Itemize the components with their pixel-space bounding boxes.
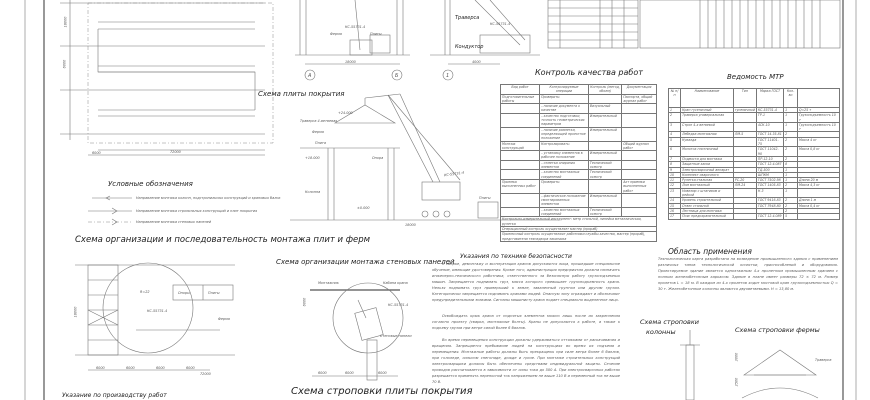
table-row	[501, 170, 657, 180]
table-row	[669, 214, 840, 219]
table-cell: 8	[784, 162, 798, 167]
quality-footer: Операционный контроль осуществляет мастер (прораб)	[501, 226, 657, 231]
quality-footer: Приемочный контроль осуществляют работники службы качества, мастер (прораб), представители технадзора заказчика	[501, 232, 657, 242]
panel-label: Стеновые панели	[380, 334, 412, 338]
works-plan-drawing	[75, 263, 235, 370]
table-cell	[501, 104, 540, 114]
table-cell: ШПКМ	[756, 172, 783, 177]
table-cell: 17	[669, 214, 681, 219]
panels-title: Схема организации монтажа стеновых панелей	[276, 258, 455, 266]
mtr-table	[668, 88, 840, 220]
table-cell	[588, 141, 621, 151]
quality-table	[500, 84, 657, 242]
table-cell: гусеничный	[734, 108, 755, 112]
table-cell	[733, 137, 756, 147]
table-cell: 1	[784, 122, 798, 132]
table-cell: – отметки опирания элементов	[540, 160, 589, 170]
quality-header: Документация	[622, 85, 657, 95]
table-cell: 1	[784, 178, 798, 183]
table-cell: Лом монтажный	[681, 183, 734, 188]
quality-header: Контролируемые операции	[540, 85, 589, 95]
table-cell: Визуальный	[588, 104, 621, 114]
table-cell: 4	[669, 132, 681, 137]
table-cell: Электросварочный аппарат	[681, 167, 734, 172]
table-cell: 2	[784, 208, 798, 213]
table-cell: Траверса универсальная	[681, 113, 734, 123]
table-cell: Кувалда	[681, 137, 734, 147]
table-cell: ПР-12-10	[756, 156, 783, 161]
table-cell: 11	[669, 178, 681, 183]
table-cell: Измерительный	[588, 151, 621, 161]
table-cell: Рулетка стальная	[681, 178, 734, 183]
table-cell: Длина 1 м	[797, 198, 839, 203]
table-cell: Измерительный	[588, 113, 621, 127]
table-row	[501, 141, 657, 151]
slab-label-column: Колонна	[305, 190, 321, 194]
works-title: Указание по производству работ	[62, 392, 167, 399]
table-cell: ГОСТ 12.4.087	[757, 162, 782, 167]
works-dim: 6000	[156, 366, 165, 370]
truss-sling-label: Траверса	[815, 358, 832, 362]
slab-label-slab: Плита	[315, 141, 326, 145]
table-cell: Лестница для монтажа	[681, 208, 734, 213]
installation-plan	[60, 0, 273, 155]
table-row	[501, 193, 657, 207]
table-cell: Общий журнал работ	[622, 141, 657, 151]
table-cell: – качество монтажных соединений	[540, 170, 589, 180]
panel-label: Монтажник	[318, 281, 339, 285]
table-cell: Длина 20 м	[797, 178, 839, 183]
works-dim: 6000	[126, 366, 135, 370]
table-cell: 4СК-10	[756, 122, 783, 132]
table-cell	[501, 207, 540, 217]
table-cell: 2	[784, 147, 798, 157]
table-cell: 3	[669, 122, 681, 132]
column-sling-title-2: колонны	[646, 328, 676, 336]
table-cell: Технический осмотр	[588, 207, 621, 217]
works-dim: 18000	[73, 306, 78, 318]
table-cell: Паспорта, общий журнал работ	[622, 94, 657, 104]
table-cell: Грузоподъемность 10 т	[797, 122, 839, 132]
table-cell: 7	[669, 156, 681, 161]
table-cell	[501, 170, 540, 180]
quality-header: Контроль (метод, объем)	[590, 85, 620, 94]
legend-item: Направление монтажа стропильных конструкций и плит покрытия	[136, 209, 258, 213]
table-row	[669, 137, 840, 147]
table-row	[501, 94, 657, 104]
table-cell: ГОСТ 9416-83	[756, 198, 783, 203]
table-cell	[501, 151, 540, 161]
table-cell: ГОСТ 7948-80	[756, 203, 783, 208]
table-cell: Кран гусеничный	[681, 108, 734, 113]
slab-label-slabs: Плиты	[479, 196, 491, 200]
scope-text: Технологическая карта разработана на возведение промышленного здания с применением различных типов технологической оснастки, приспособлений и оборудования. Проектируемое здание является одноэтажным 4-х пролетным промышленным зданием с полным железобетонным каркасом. Здание в плане имеет размеры 72 × 72 м. Размер пролетов L = 18 м. В каждом из 4-х пролетов ходит мостовой кран грузоподъемностью Q = 30 т. Железобетонные колонны являются двухветвевыми. Н = 13,80 м.	[658, 257, 838, 291]
table-cell: 6	[669, 147, 681, 157]
table-cell	[797, 214, 839, 219]
table-cell: Отвес стальной	[681, 203, 734, 208]
crane-label-2: КС-55731-4	[490, 22, 511, 26]
table-cell: Масса 4 кг	[797, 137, 839, 147]
table-cell: Пояс предохранительный	[681, 214, 734, 219]
panel-dim: 6000	[345, 371, 354, 375]
table-row	[669, 188, 840, 198]
table-cell	[501, 160, 540, 170]
legend-title: Условные обозначения	[108, 180, 193, 188]
slab-sling-title: Схема строповки плиты покрытия	[291, 386, 473, 397]
table-cell: 1	[784, 108, 798, 113]
works-dim: 72000	[200, 372, 211, 376]
table-cell: 1	[784, 188, 798, 198]
works-label: КС-55731-4	[147, 309, 168, 313]
table-cell: ГОСТ 11042-90	[756, 147, 783, 157]
table-cell	[501, 193, 540, 207]
conductor-label: Кондуктор	[455, 44, 484, 50]
axis-a: А	[308, 73, 312, 79]
table-row	[501, 127, 657, 141]
mark-zero: ±0.000	[357, 206, 370, 210]
traverse-label: Траверса	[455, 15, 480, 21]
table-cell: Контролировать:	[540, 141, 589, 151]
table-row	[501, 160, 657, 170]
table-cell: 16	[669, 208, 681, 213]
table-cell: 14	[669, 198, 681, 203]
table-cell	[622, 113, 657, 127]
slab-scheme-title: Схема плиты покрытия	[258, 90, 345, 98]
table-cell: ГОСТ 1405-83	[756, 183, 783, 188]
table-cell	[733, 122, 756, 132]
table-cell: 2	[669, 113, 681, 123]
dim-4000: 4000	[472, 60, 481, 64]
slabs-label: Плиты	[370, 32, 382, 36]
table-cell: – качество подготовки, точность геометрических параметров	[540, 113, 589, 127]
truss-label: Ферма	[330, 32, 342, 36]
table-row	[501, 207, 657, 217]
table-cell: Масса 0,4 кг	[797, 203, 839, 208]
table-cell: 8	[669, 162, 681, 167]
table-cell: – установку элементов в рабочее положение	[540, 151, 589, 161]
table-cell: РС-20	[733, 178, 756, 183]
dim-span: 18000	[345, 60, 356, 64]
table-cell: Масса 0,8 кг	[797, 147, 839, 157]
slab-label-support: Опора	[372, 156, 384, 160]
table-cell: 2	[784, 203, 798, 208]
sling-drawings	[680, 330, 818, 400]
table-cell: ТР-1	[756, 113, 783, 123]
table-row	[501, 179, 657, 193]
mtr-header: Марка ГОСТ	[756, 89, 783, 108]
mark-mid: +18.000	[305, 156, 320, 160]
quality-header: Вид работ	[501, 85, 540, 95]
table-cell: ТД-500	[756, 167, 783, 172]
table-cell: Подмости для монтажа	[681, 156, 734, 161]
safety-paragraph: Освобождать крюк крана от поднятых элементов можно лишь после их закрепления согласно проекту (сварка, монтажные болты). Краны не допускаются к работе, а также к подъему грузов при ветре силой более 6 баллов.	[432, 314, 620, 330]
table-cell: Измерительный	[588, 127, 621, 141]
table-cell: – наличие документа о качестве	[540, 104, 589, 114]
table-cell	[622, 170, 657, 180]
quality-table-body	[501, 94, 657, 217]
table-cell: 13	[669, 188, 681, 198]
legend-arrows	[88, 196, 132, 225]
mtr-header: № п/п	[669, 89, 681, 108]
table-cell: Уровень строительный	[681, 198, 734, 203]
slab-label-traverse: Траверса 4-ветвевая	[300, 119, 338, 123]
table-cell: ЛМ-24	[733, 183, 756, 188]
table-cell: Акт приемки выполненных работ	[622, 179, 657, 193]
title-block-stripes	[640, 0, 840, 48]
table-cell	[622, 193, 657, 207]
table-cell: Подготовительные работы	[501, 94, 540, 104]
table-cell	[622, 207, 657, 217]
table-cell: 5	[784, 214, 798, 219]
table-cell: Измерительный	[588, 193, 621, 207]
panel-dim: 6000	[318, 371, 327, 375]
legend-item: Направление монтажа колонн, подстропильных конструкций и крановых балок	[136, 196, 281, 200]
table-cell	[501, 113, 540, 127]
quality-title: Контроль качества работ	[535, 68, 643, 77]
table-cell	[622, 104, 657, 114]
panel-dim: 6000	[378, 371, 387, 375]
slab-label-truss: Ферма	[312, 130, 324, 134]
table-row	[501, 104, 657, 114]
table-cell	[797, 188, 839, 198]
table-cell	[733, 113, 756, 123]
column-sling-title-1: Схема строповки	[640, 318, 700, 326]
mtr-header	[797, 89, 839, 108]
table-cell: Масса 4,3 кг	[797, 183, 839, 188]
plan-dim-span: 18000	[63, 16, 68, 28]
mark-top: +24.000	[338, 111, 353, 115]
table-row	[669, 122, 840, 132]
panel-dim: 6000	[302, 297, 307, 307]
table-cell: Q=25 т	[797, 108, 839, 113]
table-cell	[622, 151, 657, 161]
table-cell: 5	[669, 137, 681, 147]
mtr-table-body	[669, 108, 840, 220]
table-cell: 15	[669, 203, 681, 208]
table-cell: – наличие разметки, определяющей проектное положение	[540, 127, 589, 141]
works-label: Опоры	[178, 291, 190, 295]
panel-label: КС-55731-4	[388, 303, 409, 307]
scope-title: Область применения	[668, 247, 752, 256]
truss-dim: 2500	[734, 377, 739, 387]
mtr-header: Наименование	[681, 89, 734, 108]
plan-title: Схема организации и последовательность монтажа плит и ферм	[75, 235, 371, 245]
table-cell: 2	[784, 198, 798, 203]
table-row	[669, 147, 840, 157]
table-cell: КС-55731-4	[756, 108, 783, 113]
table-cell: 1	[784, 167, 798, 172]
plan-dim-bay: 6000	[92, 151, 101, 155]
mtr-title: Ведомость МТР	[727, 73, 784, 81]
quality-footer: Контрольно-измерительный инструмент: метр стальной, линейка металлическая, рулетка	[501, 217, 657, 227]
table-cell	[733, 147, 756, 157]
table-cell: Грузоподъемность 10 т	[797, 113, 839, 123]
table-row	[669, 113, 840, 123]
works-label: Ферма	[218, 317, 230, 321]
table-cell: Монтаж конструкций	[501, 141, 540, 151]
table-cell: 2	[784, 156, 798, 161]
table-row	[501, 113, 657, 127]
axis-b: Б	[395, 73, 399, 79]
table-cell	[622, 160, 657, 170]
table-cell: 12	[669, 183, 681, 188]
table-row	[501, 151, 657, 161]
crane-label: КС-55731-4	[345, 25, 366, 29]
table-cell: 2	[784, 183, 798, 188]
table-cell	[622, 127, 657, 141]
works-label: R=22	[140, 290, 150, 294]
table-cell: Технический осмотр	[588, 160, 621, 170]
table-cell: Нивелир с штативом и рейкой	[681, 188, 734, 198]
table-cell: Защитные каски	[681, 162, 734, 167]
slab-dim: 18000	[405, 223, 416, 227]
table-cell: ГОСТ 14.35-81	[757, 132, 782, 137]
table-cell	[588, 94, 621, 104]
table-cell: 1	[669, 108, 681, 113]
table-cell: 1	[784, 113, 798, 123]
safety-title: Указания по технике безопасности	[460, 253, 572, 260]
plan-dim-total: 72000	[170, 150, 181, 154]
table-cell: ЛМ-5	[733, 132, 756, 137]
table-cell: 2	[784, 132, 798, 137]
mtr-header: Кол-во	[784, 89, 798, 108]
table-cell: ГОСТ 7502-98	[756, 178, 783, 183]
works-dim: 6000	[186, 366, 195, 370]
mtr-header: Тип	[733, 89, 756, 108]
truss-sling-title: Схема строповки фермы	[735, 326, 820, 334]
table-cell: – качество монтажных соединений	[540, 207, 589, 217]
table-cell: Н-3	[756, 188, 783, 198]
table-cell: Молоток плотничный	[681, 147, 734, 157]
works-label: Плиты	[208, 291, 220, 295]
table-cell	[588, 179, 621, 193]
table-cell: Проверить:	[540, 179, 589, 193]
table-cell: Технический осмотр	[588, 170, 621, 180]
axis-1: 1	[446, 73, 450, 79]
table-cell: ГОСТ 12.4.089	[757, 214, 782, 219]
table-cell: 9	[669, 167, 681, 172]
table-cell: – фактическое положение смонтированных элементов	[540, 193, 589, 207]
table-cell	[501, 127, 540, 141]
safety-paragraph: К сборке, демонтажу и эксплуатации кранов допускаются лица, прошедшие специальное обучение, имеющие удостоверения. Кроме того, администрация предприятия должна назначить инженерно-технического работника, ответственного за безопасную работу грузоподъемных машин. Запрещается поднимать груз, масса которого превышает грузоподъемность крана. Нельзя поднимать груз примерзший к земле, заваленный грунтом или другим грузом. Категорически запрещается поднимать кранами людей. Опасную зону ограждают и обозначают предупредительными знаками. Сигналы машинисту крана подает специально выделенное лицо.	[432, 262, 620, 302]
table-cell: Строп 4-х ветвевой	[681, 122, 734, 132]
table-cell: 1	[784, 172, 798, 177]
table-cell: Комплект сварочного	[681, 172, 734, 177]
plan-dim-step: 6000	[62, 59, 67, 69]
slab-label-crane: КС-55731-4	[443, 170, 465, 178]
legend-item: Направление монтажа стеновых панелей	[136, 220, 212, 224]
panel-scheme-drawing	[310, 283, 403, 380]
table-cell: ГОСТ 11401-75	[756, 137, 783, 147]
table-cell	[733, 214, 756, 219]
table-cell	[733, 188, 756, 198]
table-cell: 10	[669, 172, 681, 177]
works-dim: 6000	[96, 366, 105, 370]
table-cell: Лебедка монтажная	[681, 132, 734, 137]
panel-label: Кабина крана	[383, 281, 408, 285]
truss-dim: 3000	[734, 352, 739, 362]
table-cell: 2	[784, 137, 798, 147]
table-cell: Приемка выполненных работ	[501, 179, 540, 193]
safety-paragraph: Во время перемещения конструкции должны удерживаться оттяжками от раскачивания и вращения. Запрещается пребывание людей на конструкциях во время их подъема и перемещения. Монтажные работы должны быть прекращены при силе ветра более 6 баллов, при гололеде, сильном снегопаде, дожде и грозе. При монтаже строительных конструкций электросварщики должны быть обеспечены средствами индивидуальной защиты. Сечение проводов рассчитывается в зависимости от силы тока до 500 А. При электросварочных работах разрешается применять переносной ток напряжением не выше 110 В и переменный ток не выше 70 В.	[432, 338, 620, 384]
table-cell: Проверить:	[540, 94, 589, 104]
